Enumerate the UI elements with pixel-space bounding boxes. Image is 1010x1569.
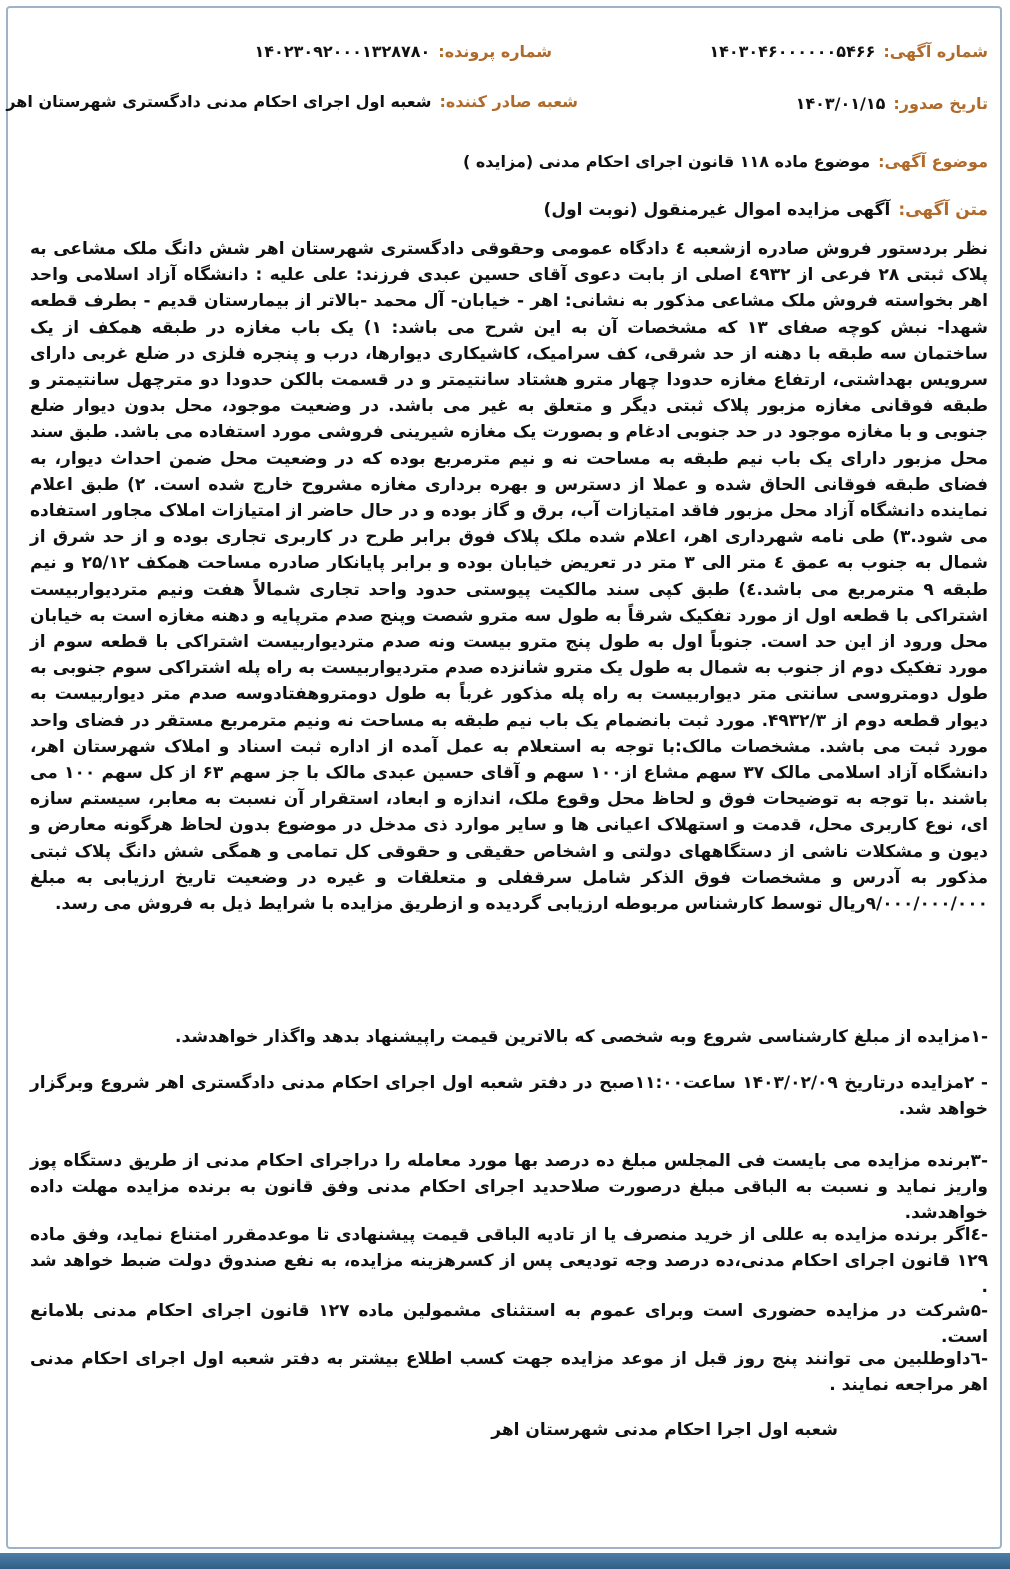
condition-1: -۱مزایده از مبلغ کارشناسی شروع وبه شخصی که بالاترین قیمت راپیشنهاد بدهد واگذار خواهدشد. [175,1027,988,1047]
issue-date-label: تاریخ صدور: [893,94,988,113]
signature: شعبه اول اجرا احکام مدنی شهرستان اهر [491,1420,838,1440]
bottom-bar [0,1553,1010,1569]
ad-text-label: متن آگهی: [898,200,988,220]
condition-5: -۵شرکت در مزایده حضوری است وبرای عموم به استثنای مشمولین ماده ۱۲۷ قانون اجرای احکام مدنی بلامانع است. [30,1301,989,1347]
issuer-value: شعبه اول اجرای احکام مدنی دادگستری شهرستان اهر [6,92,432,111]
ad-subject-value: موضوع ماده ۱۱۸ قانون اجرای احکام مدنی (مزایده ) [462,152,871,171]
ad-text-title [544,200,988,220]
condition-3: -۳برنده مزایده می بایست فی المجلس مبلغ ده درصد بها مورد معامله را دراجرای احکام مدنی از طریق دستگاه پوز واریز نماید و نسبت به الباقی مبلغ درصورت صلاحدید اجرای احکام مدنی وفق قانون به برنده مزایده مهلت داده خواهدشد. [30,1151,988,1223]
case-number [255,42,552,61]
ad-text-value: آگهی مزایده اموال غیرمنقول (نوبت اول) [543,200,891,220]
case-number-value: ۱۴۰۲۳۰۹۲۰۰۰۱۳۲۸۷۸۰ [254,42,431,61]
condition-4: -٤اگر برنده مزایده به عللی از خرید منصرف یا از تادیه الباقی قیمت پیشنهادی تا موعدمقرر امتناع نماید، وفق ماده ۱۲۹ قانون اجرای احکام مدنی،ده درصد وجه تودیعی پس از کسرهزینه مزایده، به نفع صندوق دولت ضبط خواهد شد . [30,1225,988,1297]
issue-date-value: ۱۴۰۳/۰۱/۱۵ [795,94,886,113]
condition-2: - ۲مزایده درتاریخ ۱۴۰۳/۰۲/۰۹ ساعت۱۱:۰۰صبح در دفتر شعبه اول اجرای احکام مدنی دادگستری اهر شروع وبرگزار خواهد شد. [30,1073,988,1119]
issuer [6,92,578,111]
issue-date [796,94,988,113]
ad-body-paragraph: نظر بردستور فروش صادره ازشعبه ٤ دادگاه عمومی وحقوقی دادگستری شهرستان اهر شش دانگ ملک مشاعی به پلاک ثبتی ۲۸ فرعی از ٤۹۳۲ اصلی از بابت دعوی آقای حسین عبدی فرزند: علی علیه : دانشگاه آزاد اسلامی واحد اهر بخواسته فروش ملک مشاعی مذکور به نشانی: اهر - خیابان- آل محمد -بالاتر از بیمارستان قدیم - بطرف قطعه شهدا- نبش کوچه صفای ۱۳ که مشخصات آن به این شرح می باشد: ۱) یک باب مغازه در طبقه همکف از یک ساختمان سه طبقه با دهنه از حد شرقی، کف سرامیک، کاشیکاری دیوارها، درب و پنجره فلزی در ضلع غربی دارای سرویس بهداشتی، ارتفاع مغازه حدودا چهار مترو هشتاد سانتیمتر و در قسمت بالکن حدودا دو مترچهل سانتیمتر و طبقه فوقانی مغازه مزبور پلاک ثبتی دیگر و متعلق به غیر می باشد. در وضعیت موجود، محل بدون دیوار ضلع جنوبی و با مغازه موجود در حد جنوبی ادغام و بصورت یک مغازه شیرینی فروشی مورد استفاده می باشد. طبق سند محل مزبور دارای یک باب نیم طبقه به مساحت نه و نیم مترمربع بوده که در وضعیت محل ضمن احداث دیوار، به فضای طبقه فوقانی الحاق شده و عملا از دسترس و بهره برداری مغازه مشروح خارج شده است. ۲) طبق اعلام نماینده دانشگاه آزاد محل مزبور فاقد امتیازات آب، برق و گاز بوده و در حال حاضر از امتیازات املاک مجاور استفاده می شود.۳) طی نامه شهرداری اهر، اعلام شده ملک پلاک فوق برابر طرح در کاربری تجاری بوده و از حد شرق از شمال به جنوب به عمق ٤ متر الی ۳ متر در تعریض خیابان بوده و برابر پایانکار صادره مساحت همکف ۲۵/۱۲ و نیم طبقه ۹ مترمربع می باشد.٤) طبق کپی سند مالکیت پیوستی حدود واحد تجاری شمالاً هفت ونیم متردیواربیست اشتراکی با قطعه اول از مورد تفکیک شرقاً به طول سه مترو شصت وپنج صدم مترپایه و دهنه مغازه است به خیابان محل ورود از این حد است. جنوباً اول به طول پنج مترو بیست ونه صدم متردیواربیست اشتراکی با قطعه سوم از مورد تفکیک دوم از جنوب به شمال به طول یک مترو شانزده صدم متردیواربیست به راه پله اشتراکی سوم جنوبی به طول دومتروسی سانتی متر دیواربیست به راه پله مذکور غرباً به طول دومتروهفتادوسه صدم متر دیواربیست به دیوار قطعه دوم از ۴۹۳۲/۳. مورد ثبت بانضمام یک باب نیم طبقه به مساحت نه ونیم مترمربع مستقر در فضای واحد مورد ثبت می باشد. مشخصات مالک:با توجه به استعلام به عمل آمده از اداره ثبت اسناد و املاک شهرستان اهر، دانشگاه آزاد اسلامی مالک ۳۷ سهم مشاع از۱۰۰ سهم و آقای حسین عبدی مالک با جز سهم ۶۳ از کل سهم ۱۰۰ می باشند .با توجه به توضیحات فوق و لحاظ محل وقوع ملک، اندازه و ابعاد، استقرار آن نسبت به معابر، سیستم سازه ای، نوع کاربری محل، قدمت و استهلاک اعیانی ها و سایر موارد ذی مدخل در موضوع بدون لحاظ هرگونه معارض و دیون و مشکلات ناشی از دستگاههای دولتی و اشخاص حقیقی و حقوقی کل تمامی و همگی شش دانگ پلاک ثبتی مذکور به آدرس و مشخصات فوق الذکر شامل سرقفلی و متعلقات و غیره در وضعیت تاریخ ارزیابی به مبلغ ۹/۰۰۰/۰۰۰/۰۰۰ریال توسط کارشناس مربوطه ارزیابی گردیده و ازطریق مزایده با شرایط ذیل به فروش می رسد. [30,239,989,915]
condition-6: -٦داوطلبین می توانند پنج روز قبل از موعد مزایده جهت کسب اطلاع بیشتر به دفتر شعبه اول اجرای احکام مدنی اهر مراجعه نمایند . [30,1349,988,1395]
case-number-label: شماره پرونده: [438,42,552,61]
ad-subject-label: موضوع آگهی: [878,152,988,171]
ad-number [709,42,988,61]
ad-number-label: شماره آگهی: [883,42,988,61]
ad-subject [463,152,988,171]
issuer-label: شعبه صادر کننده: [439,92,578,111]
ad-number-value: ۱۴۰۳۰۴۶۰۰۰۰۰۰۵۴۶۶ [709,42,876,61]
